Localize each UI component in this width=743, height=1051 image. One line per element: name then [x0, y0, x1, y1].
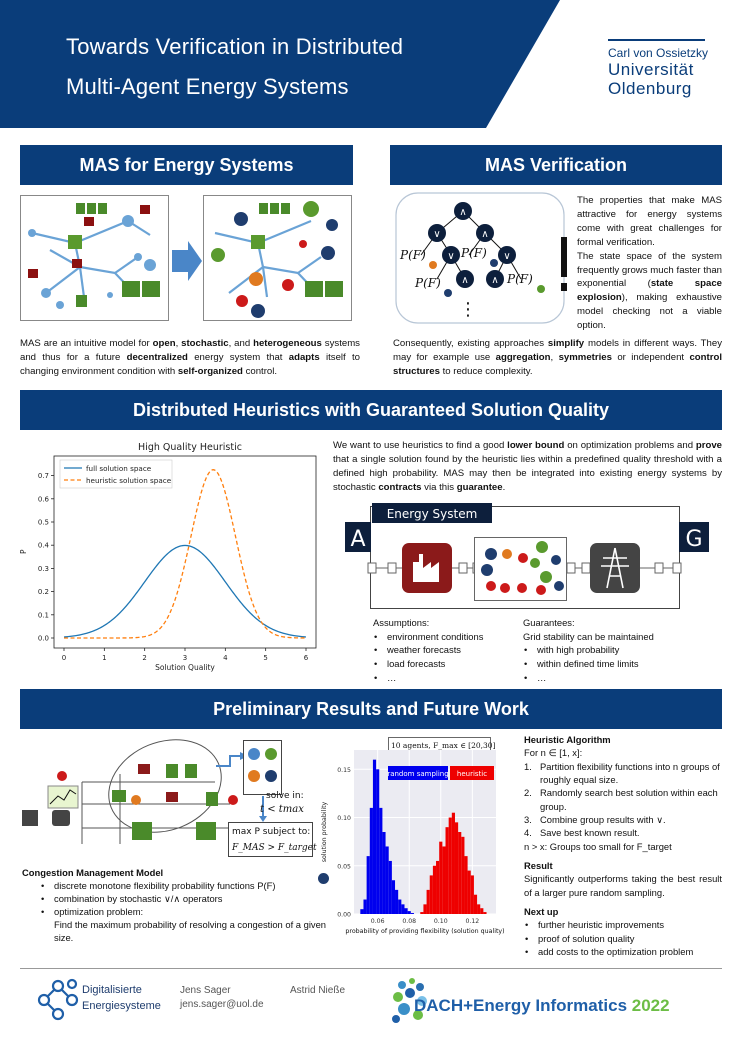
y-tick-label: 0.10: [337, 815, 351, 823]
histogram-bar: [379, 808, 382, 914]
histogram-bar: [442, 846, 445, 914]
histogram-x-label: probability of providing flexibility (solution quality): [345, 928, 505, 935]
section-title-preliminary-results: Preliminary Results and Future Work: [20, 689, 722, 729]
congestion-block: [22, 867, 327, 945]
factory-icon: [84, 217, 94, 226]
wind-turbine-icon: [185, 764, 197, 778]
optimization-label: max P subject to:: [232, 827, 311, 837]
assumption-item: • environment conditions: [373, 630, 523, 644]
x-tick-label: 0.08: [402, 918, 417, 925]
x-tick-label: 2: [142, 654, 147, 662]
y-tick-label: 0.3: [37, 564, 49, 573]
poster-title-line2: Multi-Agent Energy Systems: [66, 74, 349, 99]
histogram-bar: [471, 875, 474, 914]
connector-port: [368, 563, 376, 573]
section-title-distributed-heuristics: Distributed Heuristics with Guaranteed Solution Quality: [20, 390, 722, 430]
probability-leaf-label: P(F): [461, 246, 487, 260]
x-tick-label: 0.10: [433, 918, 448, 925]
chart-x-label: Solution Quality: [155, 663, 215, 672]
factory-icon: [140, 205, 150, 214]
next-title: Next up: [524, 906, 559, 918]
assumptions-title: Assumptions:: [373, 617, 430, 628]
histogram-bar: [408, 911, 411, 914]
agent-icon: [131, 795, 141, 805]
guarantees-block: [523, 616, 723, 684]
x-tick-label: 0.12: [465, 918, 480, 925]
histogram-bar: [404, 908, 407, 914]
load-graph-icon: [48, 786, 78, 808]
histogram-bar: [373, 760, 376, 914]
solve-formula: t < tmax: [260, 804, 304, 815]
agent-icon: [248, 748, 260, 760]
solar-panel-icon: [142, 281, 160, 297]
or-node-label: ∨: [447, 251, 455, 262]
histogram-bar: [423, 904, 426, 914]
histogram-bar: [367, 856, 370, 914]
x-tick-label: 6: [303, 654, 309, 662]
x-tick-label: 1: [102, 654, 107, 662]
next-item: • proof of solution quality: [524, 932, 722, 945]
factory-icon: [28, 269, 38, 278]
solve-label: solve in:: [266, 791, 304, 801]
wind-turbine-icon: [76, 295, 87, 307]
ev-icon: [52, 810, 70, 826]
mas-verification-bottom-text: Consequently, existing approaches simplify models in different ways. They may for example use aggregation, symmetries or independent control structures to reduce complexity.: [393, 338, 722, 377]
guarantees-title: Guarantees:: [523, 617, 575, 628]
legend-label-heuristic: heuristic solution space: [86, 476, 172, 485]
histogram-bar: [474, 895, 477, 914]
histogram-bar: [483, 912, 486, 914]
y-tick-label: 0.05: [337, 863, 351, 871]
y-tick-label: 0.1: [37, 611, 49, 620]
heuristic-step: 3. Combine group results with ∨.: [524, 814, 666, 826]
footer-divider: [20, 968, 722, 969]
assumptions-block: [373, 616, 523, 684]
congestion-item: • combination by stochastic ∨/∧ operators: [40, 893, 327, 906]
agent-icon: [537, 285, 545, 293]
connector-port: [388, 563, 396, 573]
arrow-head-icon: [259, 816, 267, 822]
selected-agents-box: [244, 741, 282, 795]
result-text: Significantly outperforms taking the best result of a larger pure random sampling.: [524, 873, 722, 898]
agent-icon: [490, 259, 498, 267]
histogram-bar: [468, 871, 471, 914]
mas-verification-text: The properties that make MAS attractive for energy systems come with great challenges for formal verification. The state space of the system frequently grows much faster than exponential (state space explosion), making exhaustive model checking not a viable option.: [577, 195, 723, 332]
assumption-item: • …: [373, 671, 523, 685]
wind-turbine-icon: [259, 203, 268, 214]
university-logo-rule: [608, 39, 705, 41]
solar-panel-icon: [132, 822, 152, 840]
heuristic-algorithm-block: [524, 733, 722, 959]
connector-port: [655, 563, 663, 573]
wind-turbine-icon: [87, 203, 96, 214]
connector-port: [673, 563, 681, 573]
poster-header: [0, 0, 743, 128]
y-tick-label: 0.15: [337, 766, 351, 774]
flow-arrow: [216, 756, 242, 766]
histogram-bar: [430, 875, 433, 914]
transition-arrow-icon: [172, 241, 202, 281]
agent-icon: [265, 770, 277, 782]
author-2: Astrid Nieße: [290, 985, 346, 996]
congestion-subtext: Find the maximum probability of resolving a congestion of a given size.: [54, 918, 327, 943]
legend-label-full: full solution space: [86, 464, 152, 473]
probability-leaf-label: P(F): [400, 248, 426, 262]
heuristic-step: 1. Partition flexibility functions into n groups of roughly equal size.: [524, 760, 720, 786]
histogram-bar: [427, 890, 430, 914]
histogram-bar: [458, 832, 461, 914]
and-node-label: ∧: [491, 275, 499, 286]
logo-text-line1: Digitalisierte: [82, 984, 142, 996]
digitalisierte-energiesysteme-logo-icon: [36, 978, 80, 1022]
x-tick-label: 3: [182, 654, 188, 662]
university-name-line1: Carl von Ossietzky: [608, 46, 709, 60]
histogram-bar: [392, 880, 395, 914]
connector-port: [582, 563, 590, 573]
x-tick-label: 4: [223, 654, 228, 662]
solar-panel-icon: [305, 281, 323, 297]
exclamation-dot-icon: [561, 283, 567, 291]
histogram-bar: [398, 900, 401, 914]
agent-icon: [265, 748, 277, 760]
x-tick-label: 0: [61, 654, 67, 662]
wind-turbine-icon: [166, 764, 178, 778]
verification-tree-diagram: [393, 191, 571, 327]
warning-icon: [57, 771, 67, 781]
legend-heuristic-label: heuristic: [456, 770, 488, 778]
probability-leaf-label: P(F): [415, 276, 441, 290]
histogram-bar: [376, 769, 379, 914]
factory-icon: [166, 792, 178, 802]
histogram-bar: [382, 832, 385, 914]
high-quality-heuristic-chart: [20, 436, 320, 676]
assumption-item: • load forecasts: [373, 657, 523, 671]
assumption-item: • weather forecasts: [373, 643, 523, 657]
probability-leaf-label: P(F): [507, 272, 533, 286]
grid-diagram: [20, 195, 360, 330]
section-title-mas-verification: MAS Verification: [390, 145, 722, 185]
histogram-bar: [433, 866, 436, 914]
congestion-title: Congestion Management Model: [22, 867, 164, 878]
wind-turbine-icon: [76, 203, 85, 214]
guarantee-item: • within defined time limits: [523, 657, 723, 671]
guarantee-item: • …: [523, 671, 723, 685]
congestion-item: • discrete monotone flexibility probability functions P(F): [40, 880, 327, 893]
conference-name: DACH+Energy Informatics 2022: [414, 996, 670, 1015]
y-tick-label: 0.7: [37, 472, 49, 481]
histogram-bar: [370, 808, 373, 914]
y-tick-label: 0.5: [37, 518, 49, 527]
solar-panel-icon: [112, 790, 126, 802]
optimization-formula: F_MAS > F_target: [232, 843, 317, 853]
node-g-label: G: [685, 527, 703, 552]
agent-icon: [444, 289, 452, 297]
poster-title-line1: Towards Verification in Distributed: [66, 34, 404, 59]
y-tick-label: 0.0: [37, 634, 49, 643]
histogram-bar: [464, 856, 467, 914]
tree-continuation-icon: ⋮: [459, 299, 477, 320]
x-tick-label: 5: [263, 654, 268, 662]
legend-random-label: random sampling: [387, 770, 449, 778]
histogram-bar: [449, 818, 452, 914]
histogram-bar: [360, 909, 363, 914]
histogram-bar: [386, 846, 389, 914]
wind-turbine-icon: [281, 203, 290, 214]
solar-panel-icon: [325, 281, 343, 297]
section-title-mas-energy: MAS for Energy Systems: [20, 145, 353, 185]
histogram-bar: [436, 861, 439, 914]
agent-icon: [248, 770, 260, 782]
energy-system-diagram: [345, 500, 715, 612]
and-node-label: ∧: [459, 207, 467, 218]
heuristics-intro-text: We want to use heuristics to find a good lower bound on optimization problems and prove that a single solution found by the heuristic lies within a predefined quality threshold with a defined high probability. MAS may then be integrated into existing energy systems by stochastic contracts via this guarantee.: [333, 440, 723, 493]
next-item: • further heuristic improvements: [524, 918, 722, 931]
connector-port: [567, 563, 575, 573]
histogram-bar: [455, 822, 458, 914]
node-a-label: A: [350, 527, 366, 552]
histogram-bar: [446, 827, 449, 914]
university-name-line2: Universität: [608, 60, 694, 79]
author-1: Jens Sager: [180, 985, 231, 996]
y-tick-label: 0.4: [37, 541, 49, 550]
histogram-bar: [439, 842, 442, 914]
grid-panel-before: [21, 196, 169, 321]
x-tick-label: 0.06: [370, 918, 385, 925]
or-node-label: ∨: [433, 229, 441, 240]
exclamation-bar-icon: [561, 237, 567, 277]
y-tick-label: 0.2: [37, 588, 49, 597]
congestion-diagram: [20, 734, 320, 864]
logo-text-line2: Energiesysteme: [82, 1000, 161, 1012]
histogram-bar: [461, 837, 464, 914]
histogram-bar: [477, 904, 480, 914]
author-1-email[interactable]: jens.sager@uol.de: [180, 999, 264, 1010]
solar-panel-icon: [122, 281, 140, 297]
energy-system-label: Energy System: [386, 507, 478, 521]
heuristic-step: 2. Randomly search best solution within each group.: [524, 787, 718, 812]
battery-icon: [22, 810, 38, 826]
histogram-bar: [452, 813, 455, 914]
next-item: • add costs to the optimization problem: [524, 945, 722, 958]
histogram-bar: [411, 913, 414, 914]
agent-icon: [228, 795, 238, 805]
factory-icon: [72, 259, 82, 268]
histogram-bar: [363, 900, 366, 914]
wind-turbine-icon: [98, 203, 107, 214]
agent-icon: [429, 261, 437, 269]
y-tick-label: 0.6: [37, 495, 49, 504]
y-tick-label: 0.00: [337, 911, 351, 919]
histogram-y-label: solution probability: [321, 801, 328, 863]
histogram-bar: [389, 861, 392, 914]
substation-icon: [251, 235, 265, 249]
factory-icon: [138, 764, 150, 774]
wind-turbine-icon: [206, 792, 218, 806]
wind-turbine-icon: [270, 203, 279, 214]
chart-y-label: P: [19, 549, 28, 554]
histogram-bar: [480, 908, 483, 914]
mas-energy-text: MAS are an intuitive model for open, stochastic, and heterogeneous systems and thus for a future decentralized energy system that adapts itself to changing environment condition with self-organized control.: [20, 338, 360, 377]
histogram-bar: [420, 912, 423, 914]
and-node-label: ∧: [481, 229, 489, 240]
guarantee-item: • with high probability: [523, 643, 723, 657]
and-node-label: ∧: [461, 275, 469, 286]
chart-title: High Quality Heuristic: [138, 442, 242, 453]
heuristic-termination: n > x: Groups too small for F_target: [524, 840, 672, 852]
histogram-bar: [395, 890, 398, 914]
substation-icon: [68, 235, 82, 249]
guarantees-intro: Grid stability can be maintained: [523, 630, 654, 642]
heuristic-title: Heuristic Algorithm: [524, 734, 611, 745]
result-title: Result: [524, 860, 553, 872]
connector-port: [459, 563, 467, 573]
solution-probability-histogram: [318, 734, 508, 939]
or-node-label: ∨: [503, 251, 511, 262]
congestion-item: • optimization problem:: [40, 906, 327, 919]
histogram-info-line1: 10 agents, F_max ∈ [20,30]: [391, 741, 496, 750]
heuristic-step: 4. Save best known result.: [524, 827, 640, 839]
university-name-line3: Oldenburg: [608, 79, 692, 98]
histogram-bar: [401, 904, 404, 914]
solar-panel-icon: [196, 822, 216, 840]
heuristic-loop: For n ∈ [1, x]:: [524, 747, 583, 759]
